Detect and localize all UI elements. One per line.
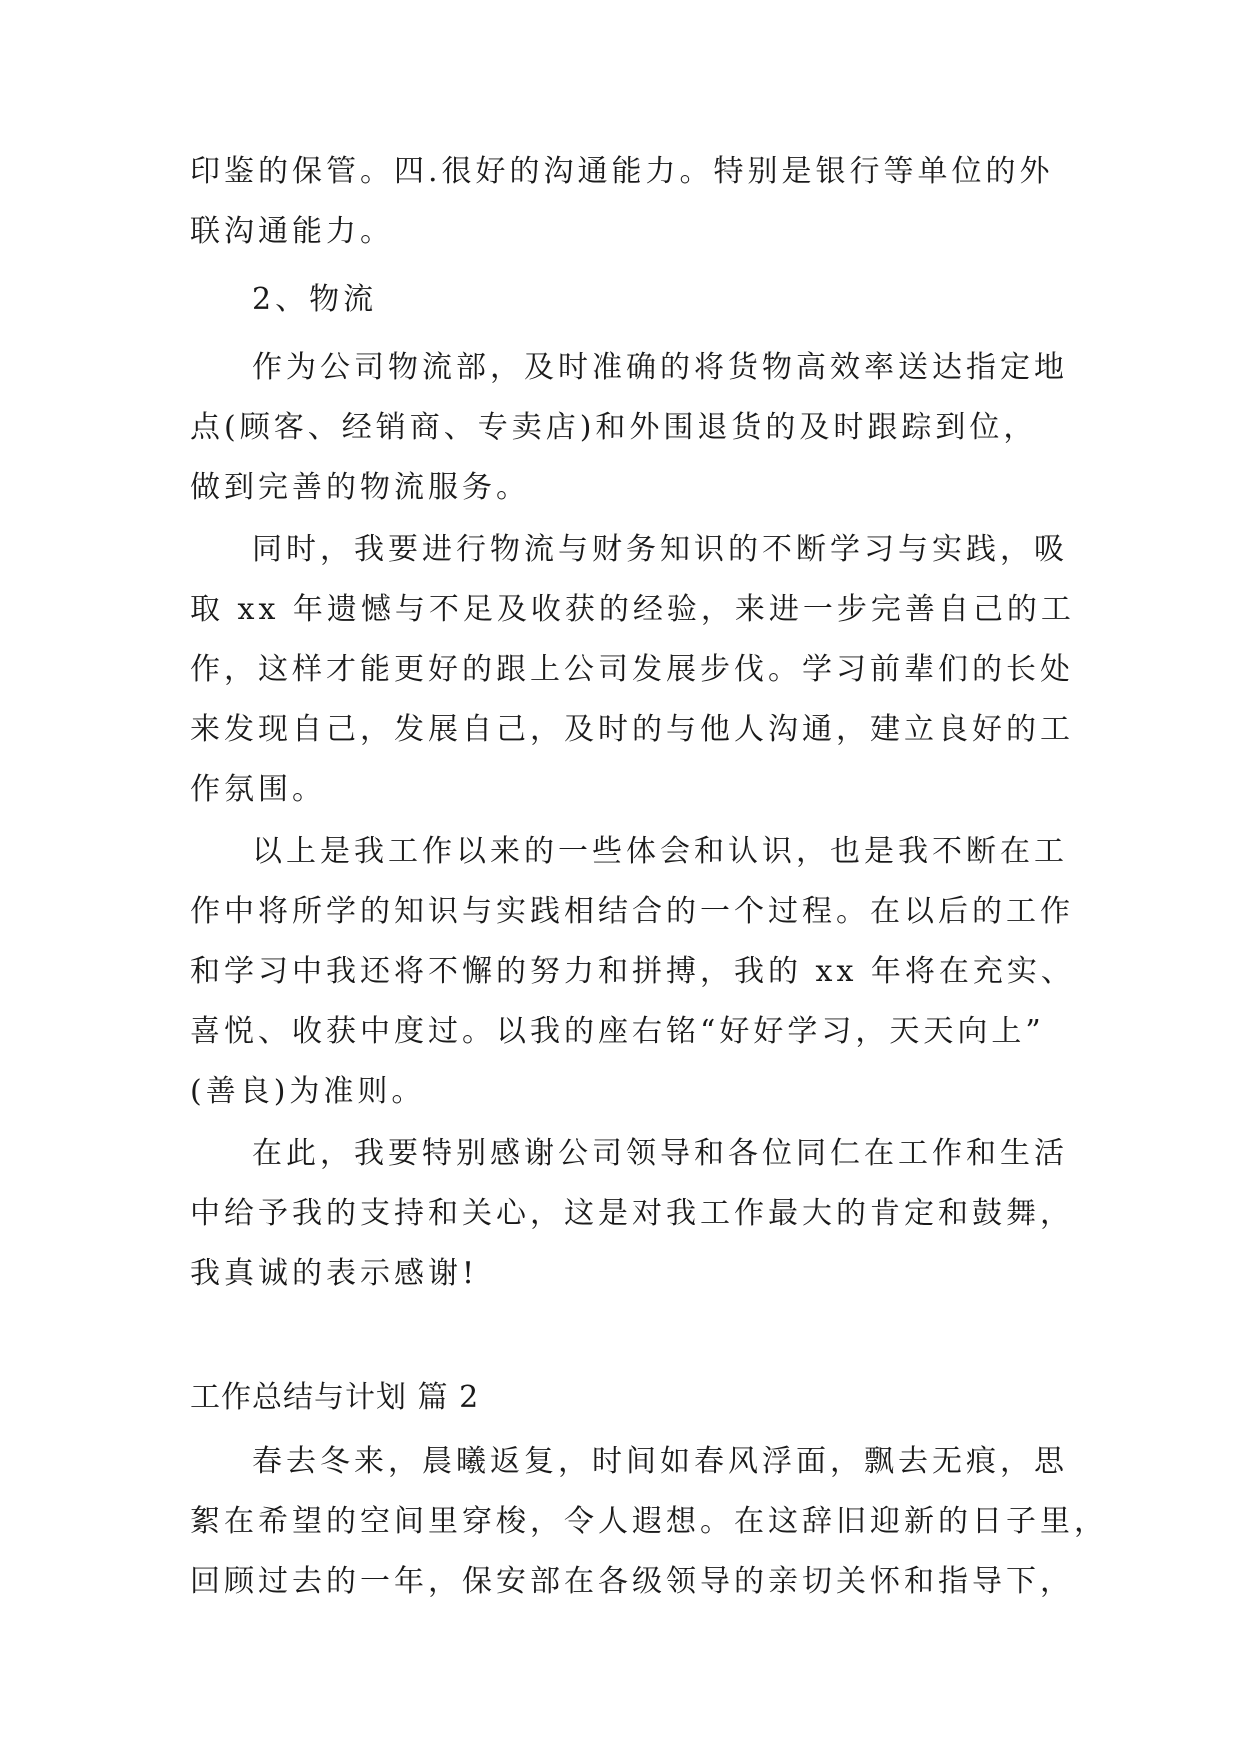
paragraph-line: 印鉴的保管。四.很好的沟通能力。特别是银行等单位的外 (190, 154, 1054, 189)
paragraph-line: 以上是我工作以来的一些体会和认识，也是我不断在工 (252, 834, 1068, 869)
paragraph-line: 喜悦、收获中度过。以我的座右铭“好好学习，天天向上” (190, 1014, 1045, 1049)
section-subheading: 2、物流 (252, 282, 378, 317)
paragraph-line: 春去冬来，晨曦返复，时间如春风浮面，飘去无痕，思 (252, 1444, 1068, 1479)
paragraph-line: (善良)为准则。 (190, 1074, 426, 1109)
paragraph-line: 作为公司物流部，及时准确的将货物高效率送达指定地 (252, 350, 1068, 385)
paragraph-line: 作氛围。 (190, 772, 326, 807)
paragraph-line: 回顾过去的一年，保安部在各级领导的亲切关怀和指导下， (190, 1564, 1074, 1599)
paragraph-line: 来发现自己，发展自己，及时的与他人沟通，建立良好的工 (190, 712, 1074, 747)
paragraph-line: 中给予我的支持和关心，这是对我工作最大的肯定和鼓舞， (190, 1196, 1074, 1231)
paragraph-line: 同时，我要进行物流与财务知识的不断学习与实践，吸 (252, 532, 1068, 567)
paragraph-line: 我真诚的表示感谢! (190, 1256, 479, 1291)
paragraph-line: 联沟通能力。 (190, 214, 394, 249)
paragraph-line: 点(顾客、经销商、专卖店)和外围退货的及时跟踪到位， (190, 410, 1038, 445)
paragraph-line: 取 xx 年遗憾与不足及收获的经验，来进一步完善自己的工 (190, 592, 1075, 627)
paragraph-line: 絮在希望的空间里穿梭，令人遐想。在这辞旧迎新的日子里， (190, 1504, 1108, 1539)
paragraph-line: 和学习中我还将不懈的努力和拼搏，我的 xx 年将在充实、 (190, 954, 1075, 989)
paragraph-line: 在此，我要特别感谢公司领导和各位同仁在工作和生活 (252, 1136, 1068, 1171)
section-title: 工作总结与计划 篇 2 (190, 1380, 480, 1415)
paragraph-line: 作中将所学的知识与实践相结合的一个过程。在以后的工作 (190, 894, 1074, 929)
paragraph-line: 作，这样才能更好的跟上公司发展步伐。学习前辈们的长处 (190, 652, 1074, 687)
paragraph-line: 做到完善的物流服务。 (190, 470, 530, 505)
